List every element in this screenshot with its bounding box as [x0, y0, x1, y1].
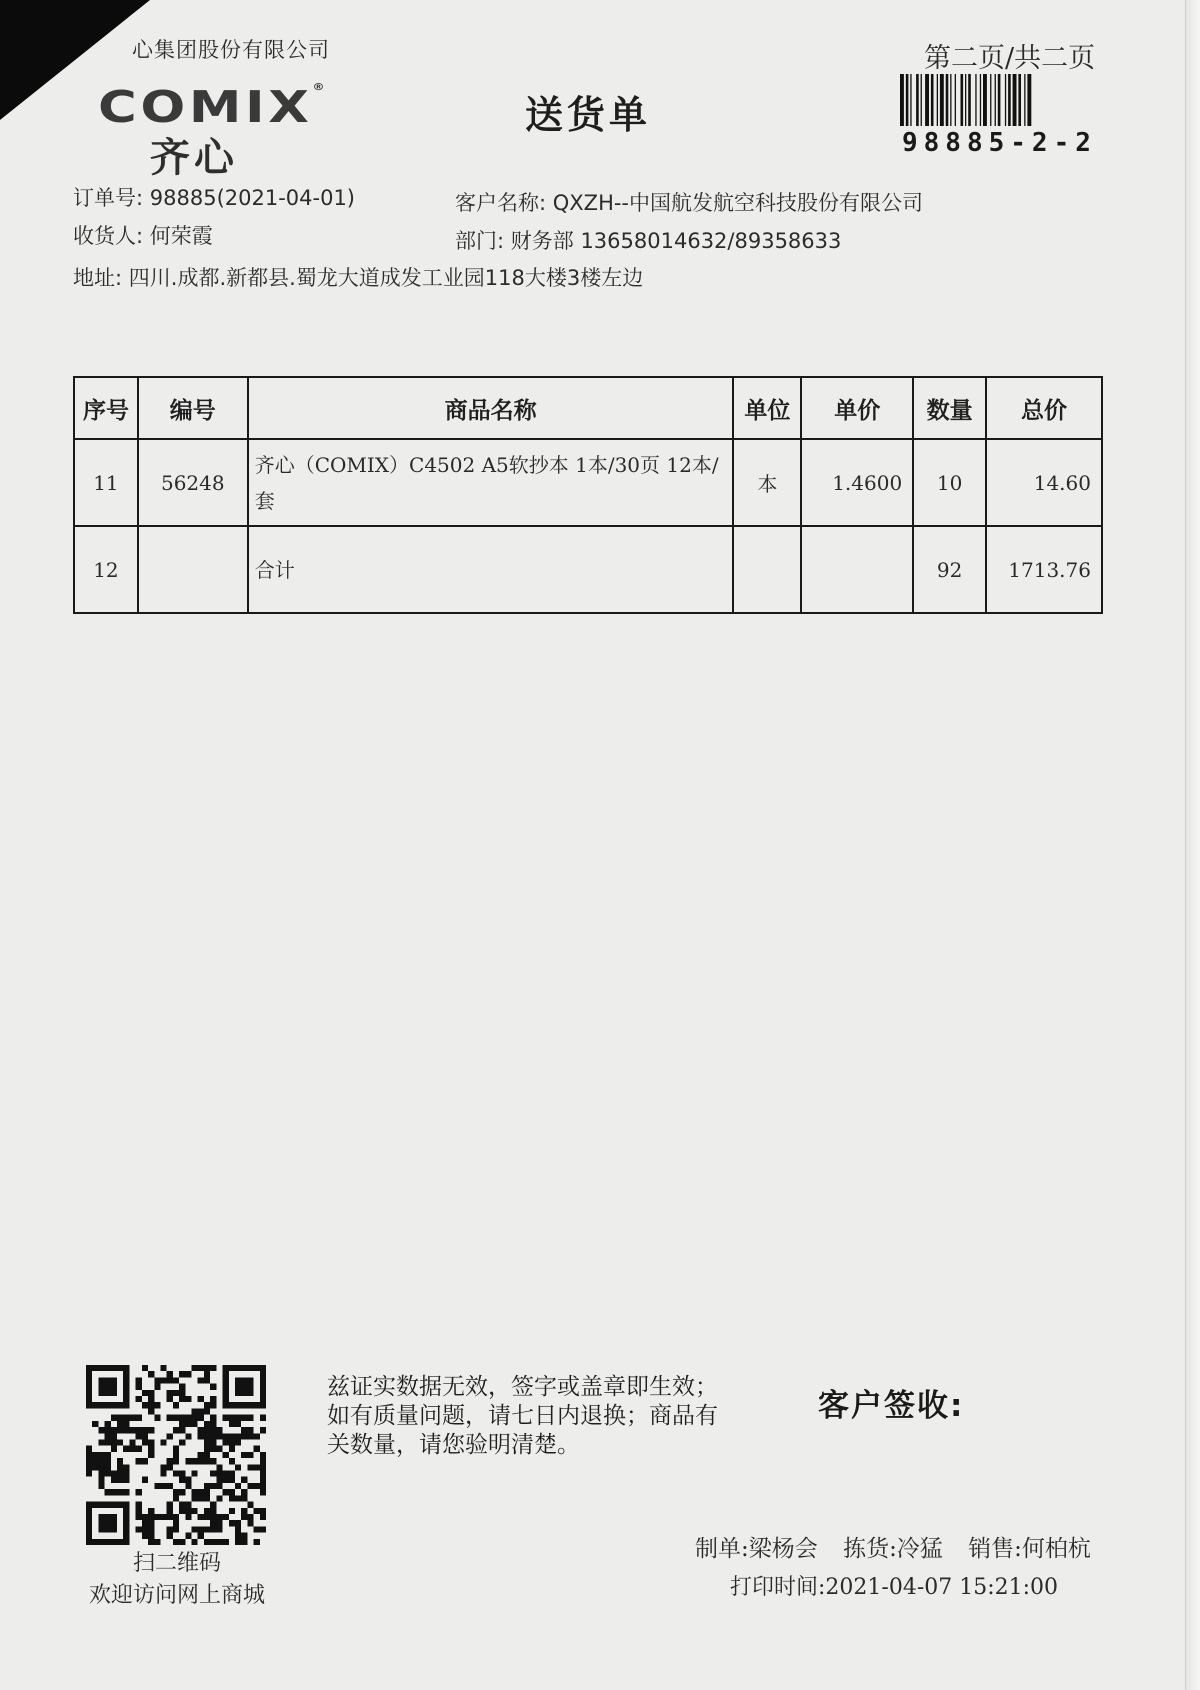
cell-unit: [733, 526, 801, 613]
cell-code: [138, 526, 248, 613]
cell-name: 齐心（COMIX）C4502 A5软抄本 1本/30页 12本/套: [248, 439, 734, 526]
customer-label: 客户名称:: [455, 191, 547, 215]
logo-en-text: COMIX: [98, 82, 313, 133]
receiver-label: 收货人:: [73, 224, 144, 248]
col-header-qty: 数量: [913, 377, 986, 439]
paper-edge: [1185, 0, 1200, 1690]
cell-total: 14.60: [986, 439, 1102, 526]
cell-unit: 本: [733, 439, 801, 526]
dept-value: 财务部 13658014632/89358633: [510, 229, 842, 253]
order-number: [73, 182, 355, 212]
company-name: 心集团股份有限公司: [132, 38, 330, 62]
qr-caption-line1: 扫二维码: [132, 1551, 221, 1576]
qr-caption-line2: 欢迎访问网上商城: [88, 1583, 265, 1608]
barcode-icon: [900, 74, 1108, 126]
picker: 拣货:冷猛: [843, 1536, 943, 1562]
document-title: 送货单: [525, 93, 652, 137]
col-header-price: 单价: [801, 377, 913, 439]
staff-line: [695, 1530, 1109, 1563]
address: [73, 262, 643, 292]
col-header-code: 编号: [138, 377, 248, 439]
dept-label: 部门:: [455, 229, 505, 253]
customer-value: QXZH--中国航发航空科技股份有限公司: [552, 191, 924, 215]
cell-qty: 92: [913, 526, 986, 613]
table-header-row: [74, 377, 1102, 439]
print-time: 打印时间:2021-04-07 15:21:00: [730, 1575, 1059, 1600]
seller: 销售:何柏杭: [968, 1536, 1091, 1562]
goods-table: [73, 376, 1103, 614]
cell-price: 1.4600: [801, 439, 913, 526]
qr-code-icon: [86, 1365, 266, 1545]
cell-qty: 10: [913, 439, 986, 526]
cell-price: [801, 526, 913, 613]
department: [455, 225, 841, 255]
cell-seq: 12: [74, 526, 138, 613]
col-header-name: 商品名称: [248, 377, 734, 439]
receiver-value: 何荣霞: [149, 224, 213, 248]
address-label: 地址:: [73, 266, 123, 290]
page-counter: 第二页/共二页: [924, 43, 1096, 74]
cell-seq: 11: [74, 439, 138, 526]
registered-mark-icon: ®: [312, 82, 329, 93]
table-row-total: [74, 526, 1102, 613]
cell-total: 1713.76: [986, 526, 1102, 613]
receiver: [73, 220, 213, 250]
cell-name: 合计: [248, 526, 734, 613]
table-row: [74, 439, 1102, 526]
barcode-number: 98885-2-2: [902, 128, 1097, 158]
customer-sign-label: 客户签收:: [818, 1388, 965, 1424]
comix-logo-cn: 齐心: [150, 135, 238, 181]
customer-name: [455, 187, 923, 217]
col-header-seq: 序号: [74, 377, 138, 439]
col-header-unit: 单位: [733, 377, 801, 439]
address-value: 四川.成都.新都县.蜀龙大道成发工业园118大楼3楼左边: [128, 266, 644, 290]
notice-text: 兹证实数据无效，签字或盖章即生效；如有质量问题，请七日内退换；商品有关数量，请您验明清楚。: [327, 1374, 718, 1458]
maker: 制单:梁杨会: [695, 1536, 818, 1562]
cell-code: 56248: [138, 439, 248, 526]
order-label: 订单号:: [73, 186, 144, 210]
order-value: 98885(2021-04-01): [149, 186, 355, 210]
qr-caption: [60, 1548, 294, 1612]
col-header-total: 总价: [986, 377, 1102, 439]
